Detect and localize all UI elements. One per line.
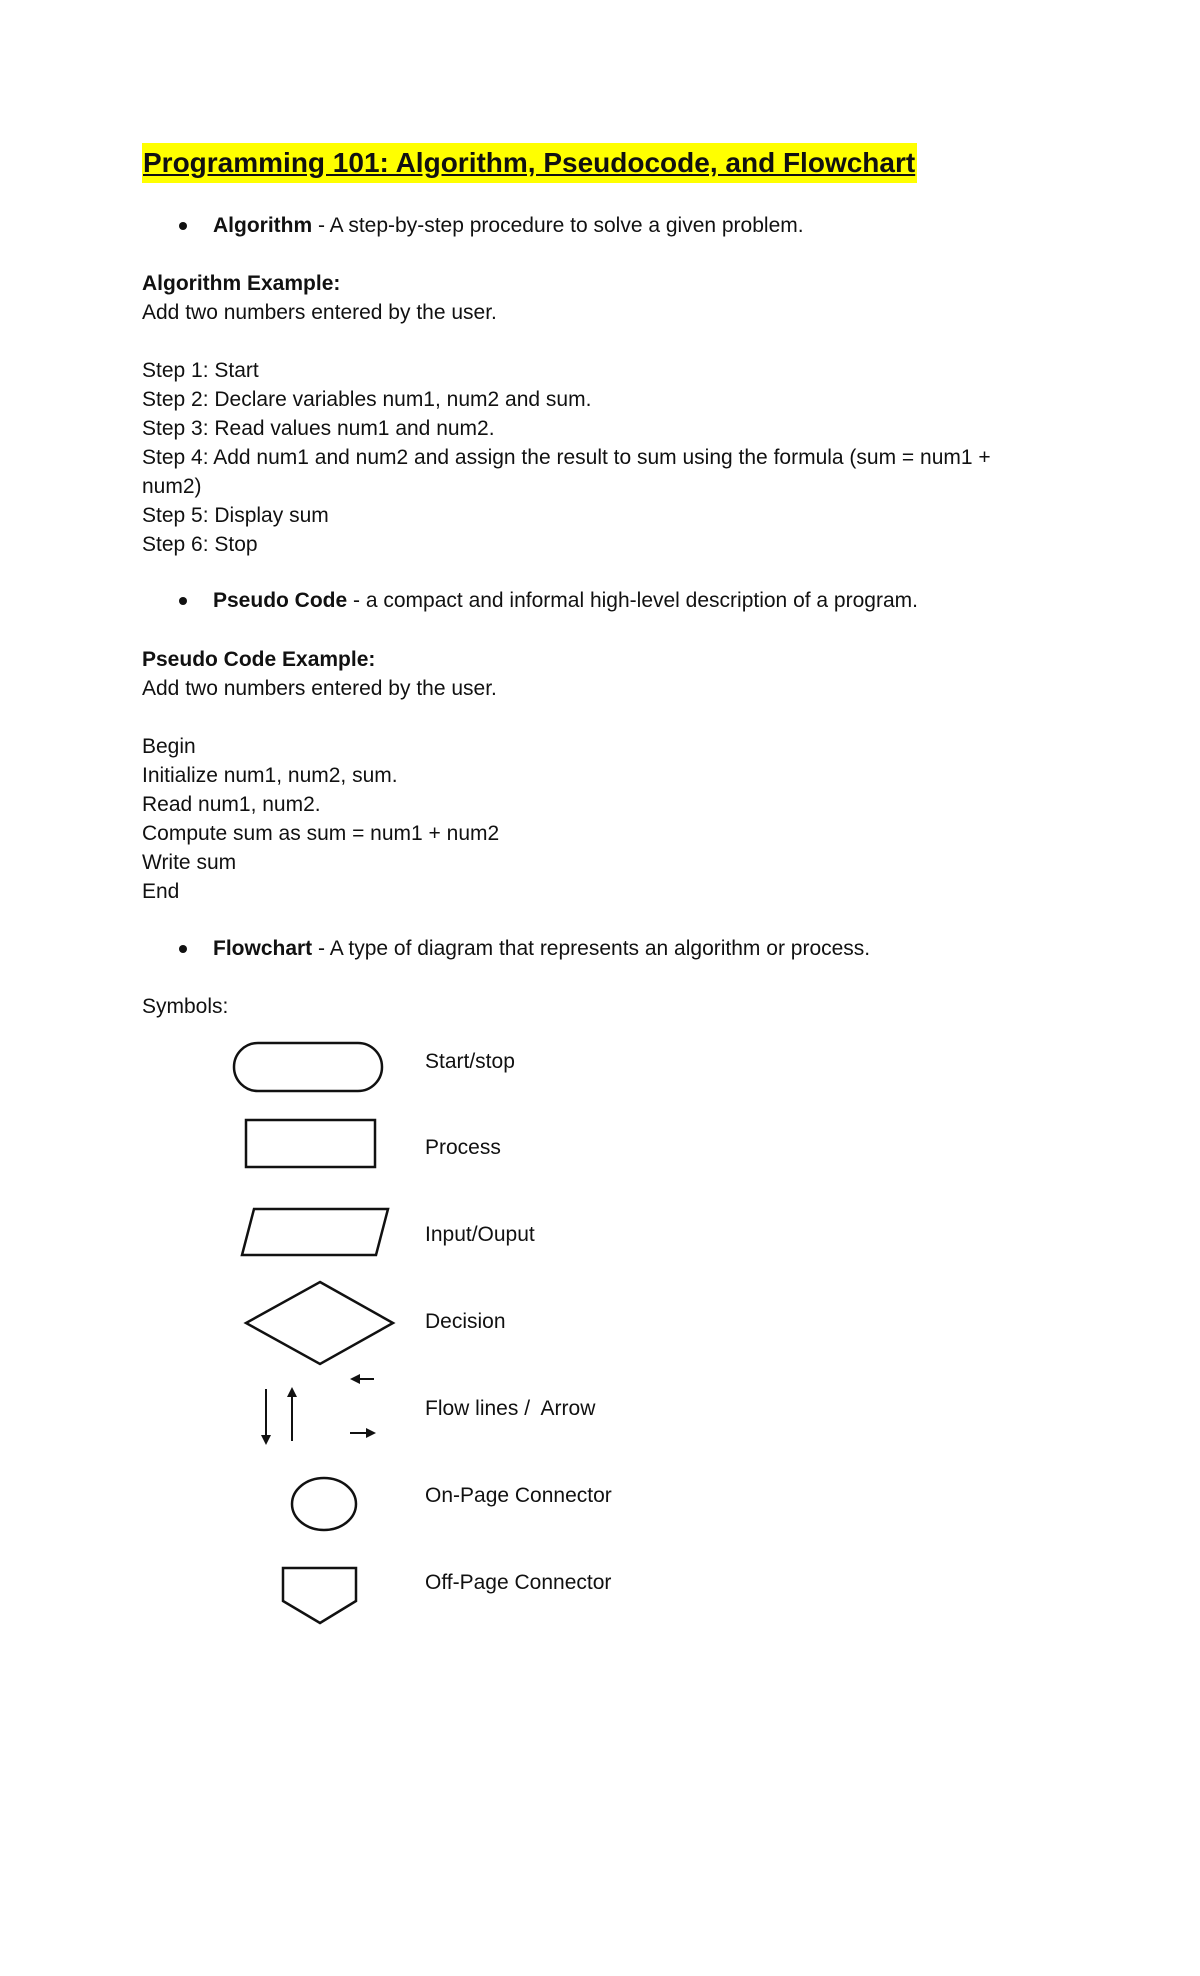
algorithm-example-task: Add two numbers entered by the user. [142, 301, 497, 324]
symbol-label-input-output: Input/Ouput [425, 1223, 535, 1246]
flow-arrows-icon [266, 1379, 374, 1443]
terminator-icon [234, 1043, 382, 1091]
algorithm-step: Step 4: Add num1 and num2 and assign the result to sum using the formula (sum = num1 + [142, 446, 991, 469]
algorithm-step: Step 6: Stop [142, 533, 258, 556]
pseudo-line: Write sum [142, 851, 237, 874]
flowchart-definition: - A type of diagram that represents an algorithm or process. [312, 937, 871, 960]
pentagon-connector-icon [283, 1568, 356, 1623]
symbol-label-on-page-connector: On-Page Connector [425, 1484, 612, 1507]
flowchart-term: Flowchart [213, 937, 313, 960]
symbol-label-decision: Decision [425, 1310, 506, 1333]
symbol-label-start-stop: Start/stop [425, 1050, 515, 1073]
pseudo-line: Begin [142, 735, 196, 758]
pseudo-line: Read num1, num2. [142, 793, 321, 816]
algorithm-definition: - A step-by-step procedure to solve a given problem. [312, 214, 804, 237]
parallelogram-icon [242, 1209, 388, 1255]
algorithm-step-continuation: num2) [142, 475, 202, 498]
process-rectangle-icon [246, 1120, 375, 1167]
algorithm-step: Step 5: Display sum [142, 504, 329, 527]
circle-connector-icon [292, 1478, 356, 1530]
pseudo-line: End [142, 880, 180, 903]
pseudo-example-heading: Pseudo Code Example: [142, 648, 376, 671]
pseudo-line: Initialize num1, num2, sum. [142, 764, 398, 787]
pseudo-example-task: Add two numbers entered by the user. [142, 677, 497, 700]
pseudo-code-term: Pseudo Code [213, 589, 348, 612]
pseudo-code-definition: - a compact and informal high-level description of a program. [347, 589, 918, 612]
algorithm-term: Algorithm [213, 214, 313, 237]
algorithm-step: Step 3: Read values num1 and num2. [142, 417, 495, 440]
symbols-heading: Symbols: [142, 995, 229, 1018]
algorithm-step: Step 1: Start [142, 359, 259, 382]
page-title: Programming 101: Algorithm, Pseudocode, and Flowchart [142, 143, 917, 183]
decision-diamond-icon [246, 1282, 393, 1364]
symbol-label-off-page-connector: Off-Page Connector [425, 1571, 612, 1594]
symbol-label-flow-lines: Flow lines / Arrow [425, 1397, 596, 1420]
pseudo-line: Compute sum as sum = num1 + num2 [142, 822, 500, 845]
algorithm-step: Step 2: Declare variables num1, num2 and sum. [142, 388, 592, 411]
algorithm-example-heading: Algorithm Example: [142, 272, 341, 295]
symbol-label-process: Process [425, 1136, 501, 1159]
